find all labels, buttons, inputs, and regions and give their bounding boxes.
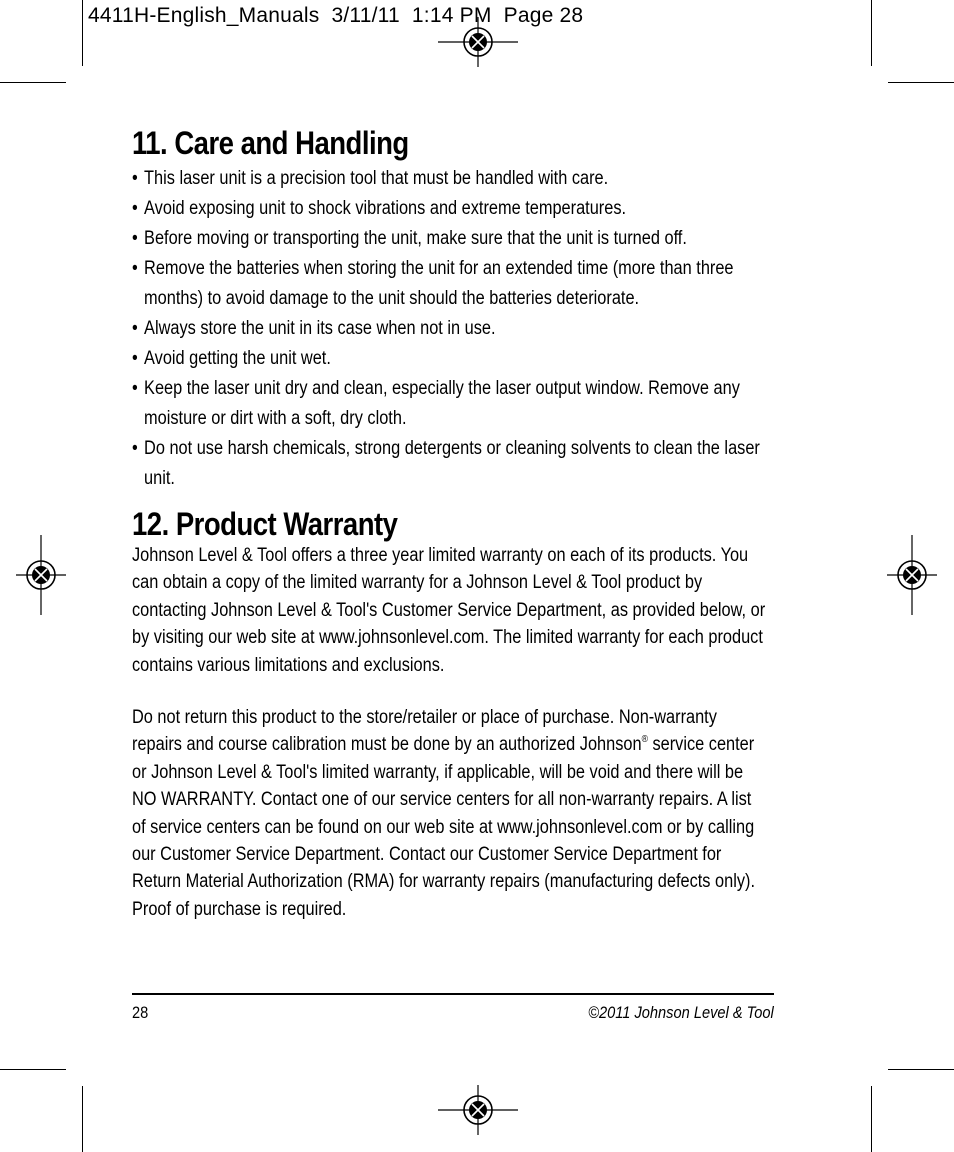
footer-divider [132, 993, 774, 995]
product-warranty-heading: 12. Product Warranty [132, 506, 398, 542]
crop-mark-top-left-horizontal [0, 82, 66, 83]
page-number: 28 [132, 1003, 149, 1022]
registration-mark-bottom-icon [438, 1070, 518, 1150]
list-item: • This laser unit is a precision tool that must be handled with care. [132, 164, 780, 194]
registered-mark: ® [641, 734, 648, 746]
crop-mark-top-right-vertical [871, 0, 872, 66]
crop-mark-bottom-left-vertical [82, 1086, 83, 1152]
registration-mark-right-icon [872, 535, 952, 615]
list-item: • Before moving or transporting the unit, make sure that the unit is turned off. [132, 224, 780, 254]
crop-mark-top-left-vertical [82, 0, 83, 66]
print-slug-line: 4411H-English_Manuals 3/11/11 1:14 PM Page 28 [88, 4, 584, 27]
list-item: • Avoid getting the unit wet. [132, 344, 780, 374]
registration-mark-left-icon [1, 535, 81, 615]
registration-mark-top-icon [438, 2, 518, 82]
crop-mark-bottom-left-horizontal [0, 1069, 66, 1070]
warranty-paragraph-1: Johnson Level & Tool offers a three year limited warranty on each of its products. You can obtain a copy of the limited warranty for a Johnson Level & Tool product by contacting Johnson Level & Tool's Customer Service Department, as provided below, or by visiting our web site at www.johnsonlevel.com. The limited warranty for each product contains various limitations and exclusions. [132, 545, 766, 676]
list-item: • Remove the batteries when storing the unit for an extended time (more than three months) to avoid damage to the unit should the batteries deteriorate. [132, 254, 780, 314]
warranty-paragraph-2 [132, 704, 768, 923]
warranty-paragraph-2-end: service center or Johnson Level & Tool's limited warranty, if applicable, will be void and there will be NO WARRANTY. Contact one of our service centers for all non-warranty repairs. A list of service centers can be found on our web site at www.johnsonlevel.com or by calling our Customer Service Department. Contact our Customer Service Department for Return Material Authorization (RMA) for warranty repairs (manufacturing defects only). Proof of purchase is required. [132, 734, 755, 920]
care-handling-heading: 11. Care and Handling [132, 125, 409, 161]
crop-mark-bottom-right-horizontal [888, 1069, 954, 1070]
care-handling-list [132, 164, 886, 494]
list-item: • Do not use harsh chemicals, strong detergents or cleaning solvents to clean the laser unit. [132, 434, 780, 494]
list-item: • Keep the laser unit dry and clean, especially the laser output window. Remove any moisture or dirt with a soft, dry cloth. [132, 374, 780, 434]
list-item: • Always store the unit in its case when not in use. [132, 314, 780, 344]
warranty-paragraph-2-start: Do not return this product to the store/retailer or place of purchase. Non-warranty repairs and course calibration must be done by an authorized Johnson [132, 707, 717, 756]
list-item: • Avoid exposing unit to shock vibrations and extreme temperatures. [132, 194, 780, 224]
footer-copyright: ©2011 Johnson Level & Tool [588, 1003, 774, 1022]
crop-mark-top-right-horizontal [888, 82, 954, 83]
crop-mark-bottom-right-vertical [871, 1086, 872, 1152]
